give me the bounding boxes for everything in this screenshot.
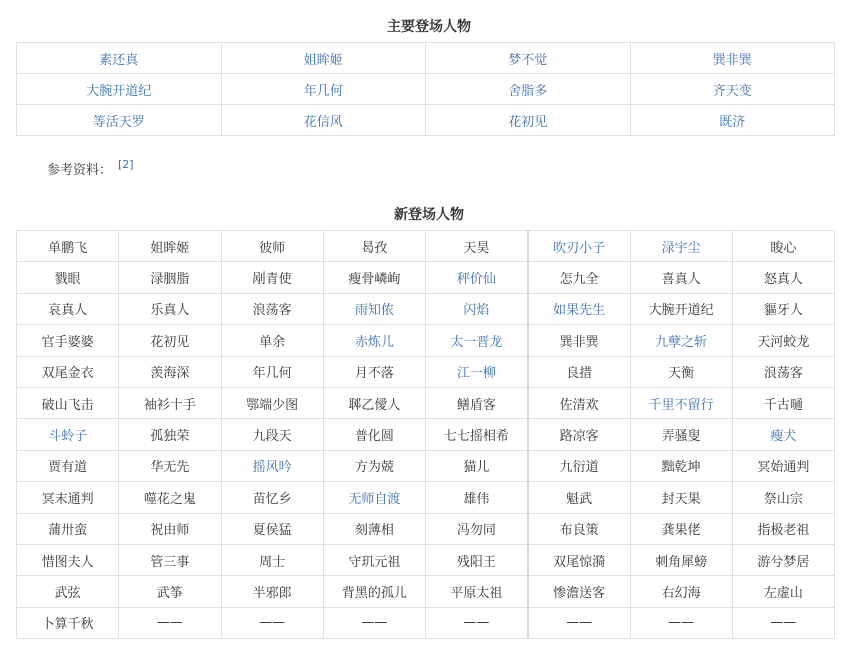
main-character-link[interactable]: 年几何 (221, 74, 426, 105)
new-character-cell: 怎九全 (528, 262, 630, 293)
new-character-cell: 鳝盾客 (426, 387, 528, 418)
new-character-cell: 守玑元祖 (323, 544, 425, 575)
new-table-row (17, 356, 835, 387)
new-character-link[interactable]: 斗蛉子 (17, 419, 119, 450)
new-character-cell: 方为兢 (323, 450, 425, 481)
new-character-cell: 巽非巽 (528, 325, 630, 356)
new-character-cell: 贾有道 (17, 450, 119, 481)
new-table-row (17, 262, 835, 293)
new-character-cell: 郰乙僾人 (323, 387, 425, 418)
new-table-row (17, 419, 835, 450)
new-character-cell: 天河蛟龙 (732, 325, 834, 356)
new-character-cell: 武筝 (119, 576, 221, 607)
new-character-cell: 右幻海 (630, 576, 732, 607)
new-character-cell: 花初见 (119, 325, 221, 356)
new-character-cell: 浪荡客 (221, 293, 323, 324)
new-character-cell: 双尾金衣 (17, 356, 119, 387)
new-character-cell: 佐清欢 (528, 387, 630, 418)
new-character-cell: 戮眼 (17, 262, 119, 293)
new-character-cell: 苗忆乡 (221, 482, 323, 513)
new-character-cell: 袖衫十手 (119, 387, 221, 418)
new-character-cell: 普化圆 (323, 419, 425, 450)
new-character-cell: 乐真人 (119, 293, 221, 324)
new-characters-title: 新登场人物 (394, 207, 464, 223)
new-character-link[interactable]: 太一晋龙 (426, 325, 528, 356)
main-character-link[interactable]: 等活天罗 (17, 105, 222, 136)
new-character-link[interactable]: 雨知侬 (323, 293, 425, 324)
new-character-cell: 武弦 (17, 576, 119, 607)
new-character-cell: 良措 (528, 356, 630, 387)
new-table-row (17, 576, 835, 607)
new-character-cell: 天昊 (426, 231, 528, 262)
new-table-row (17, 513, 835, 544)
new-character-cell: 噬花之鬼 (119, 482, 221, 513)
new-character-link[interactable]: 九孽之斩 (630, 325, 732, 356)
new-character-cell: 夏侯猛 (221, 513, 323, 544)
new-character-cell: 背黑的孤儿 (323, 576, 425, 607)
new-character-cell: 祭山宗 (732, 482, 834, 513)
new-character-cell: —— (630, 607, 732, 638)
new-character-cell: 官手婆婆 (17, 325, 119, 356)
new-character-cell: 瘦骨嶙峋 (323, 262, 425, 293)
reference-line (47, 158, 134, 178)
new-character-cell: 蒲卅蛮 (17, 513, 119, 544)
new-character-cell: 年几何 (221, 356, 323, 387)
main-character-link[interactable]: 大腕开道纪 (17, 74, 222, 105)
new-character-cell: —— (426, 607, 528, 638)
new-character-cell: 单鹏飞 (17, 231, 119, 262)
new-character-cell: 曷孜 (323, 231, 425, 262)
new-character-cell: —— (323, 607, 425, 638)
new-character-cell: 哀真人 (17, 293, 119, 324)
new-character-cell: 渌胭脂 (119, 262, 221, 293)
new-table-row (17, 607, 835, 638)
main-character-link[interactable]: 花信风 (221, 105, 426, 136)
main-character-link[interactable]: 花初见 (426, 105, 631, 136)
new-character-cell: —— (221, 607, 323, 638)
new-character-link[interactable]: 无师自渡 (323, 482, 425, 513)
new-character-cell: 羡海深 (119, 356, 221, 387)
new-character-cell: 孤独荣 (119, 419, 221, 450)
new-character-cell: 布良策 (528, 513, 630, 544)
new-character-cell: 睃心 (732, 231, 834, 262)
new-character-link[interactable]: 秤价仙 (426, 262, 528, 293)
new-table-row (17, 293, 835, 324)
new-character-link[interactable]: 赤炼儿 (323, 325, 425, 356)
new-character-cell: 猫儿 (426, 450, 528, 481)
new-character-link[interactable]: 瘦犬 (732, 419, 834, 450)
new-character-cell: 封天果 (630, 482, 732, 513)
main-character-link[interactable]: 既济 (630, 105, 835, 136)
new-character-cell: 彼师 (221, 231, 323, 262)
main-table-row (17, 74, 835, 105)
new-character-cell: —— (732, 607, 834, 638)
new-character-cell: 双尾惊漪 (528, 544, 630, 575)
new-character-cell: 浪荡客 (732, 356, 834, 387)
main-character-link[interactable]: 姐眸姬 (221, 43, 426, 74)
main-character-link[interactable]: 素还真 (17, 43, 222, 74)
new-character-cell: 冯勿同 (426, 513, 528, 544)
new-character-cell: 刻薄相 (323, 513, 425, 544)
new-character-cell: 鄂端少图 (221, 387, 323, 418)
new-character-cell: 九段天 (221, 419, 323, 450)
main-character-link[interactable]: 舍脂多 (426, 74, 631, 105)
new-character-cell: 姐眸姬 (119, 231, 221, 262)
new-table-row (17, 544, 835, 575)
new-character-cell: 弄骚叟 (630, 419, 732, 450)
new-character-cell: 周士 (221, 544, 323, 575)
new-character-cell: 指极老祖 (732, 513, 834, 544)
new-character-cell: 黜乾坤 (630, 450, 732, 481)
new-character-cell: 龚果佬 (630, 513, 732, 544)
new-character-cell: 惨澹送客 (528, 576, 630, 607)
main-table-row (17, 43, 835, 74)
new-table-row (17, 482, 835, 513)
new-character-cell: —— (119, 607, 221, 638)
reference-label: 参考资料： (47, 163, 113, 178)
new-character-cell: 天衡 (630, 356, 732, 387)
new-character-cell: 雄伟 (426, 482, 528, 513)
new-table-row (17, 450, 835, 481)
new-character-cell: 管三事 (119, 544, 221, 575)
new-character-link[interactable]: 吹刃小子 (528, 231, 630, 262)
new-character-cell: 祝由师 (119, 513, 221, 544)
new-character-cell: 大腕开道纪 (630, 293, 732, 324)
new-character-cell: 残阳王 (426, 544, 528, 575)
new-character-cell: 平原太祖 (426, 576, 528, 607)
new-character-cell: 冥末通判 (17, 482, 119, 513)
new-character-cell: —— (528, 607, 630, 638)
new-character-cell: 魁武 (528, 482, 630, 513)
new-character-cell: 惜图夫人 (17, 544, 119, 575)
new-character-cell: 华无先 (119, 450, 221, 481)
main-characters-table (16, 42, 835, 136)
new-character-cell: 月不落 (323, 356, 425, 387)
new-character-cell: 剐青使 (221, 262, 323, 293)
new-character-cell: 怒真人 (732, 262, 834, 293)
new-character-cell: 七七摇相希 (426, 419, 528, 450)
new-character-cell: 单余 (221, 325, 323, 356)
new-character-cell: 千古嗵 (732, 387, 834, 418)
main-character-link[interactable]: 齐天变 (630, 74, 835, 105)
new-character-cell: 破山飞击 (17, 387, 119, 418)
new-character-link[interactable]: 渌宇尘 (630, 231, 732, 262)
new-character-cell: 半邪郎 (221, 576, 323, 607)
new-character-cell: 游兮梦居 (732, 544, 834, 575)
new-character-cell: 喜真人 (630, 262, 732, 293)
new-character-link[interactable]: 江一柳 (426, 356, 528, 387)
new-character-link[interactable]: 千里不留行 (630, 387, 732, 418)
new-characters-table (16, 230, 835, 639)
new-character-link[interactable]: 闪焰 (426, 293, 528, 324)
new-table-row (17, 231, 835, 262)
new-table-row (17, 325, 835, 356)
new-character-cell: 左虚山 (732, 576, 834, 607)
main-table-row (17, 105, 835, 136)
new-character-cell: 貙牙人 (732, 293, 834, 324)
main-character-link[interactable]: 巽非巽 (630, 43, 835, 74)
new-character-cell: 卜算千秋 (17, 607, 119, 638)
main-characters-title: 主要登场人物 (387, 19, 471, 35)
main-character-link[interactable]: 梦不觉 (426, 43, 631, 74)
new-character-link[interactable]: 如果先生 (528, 293, 630, 324)
new-table-row (17, 387, 835, 418)
new-character-cell: 刺角犀螃 (630, 544, 732, 575)
new-character-cell: 冥始通判 (732, 450, 834, 481)
reference-link[interactable]: [2] (118, 158, 134, 171)
new-character-cell: 九衍道 (528, 450, 630, 481)
new-character-cell: 路凉客 (528, 419, 630, 450)
new-character-link[interactable]: 摇风吟 (221, 450, 323, 481)
